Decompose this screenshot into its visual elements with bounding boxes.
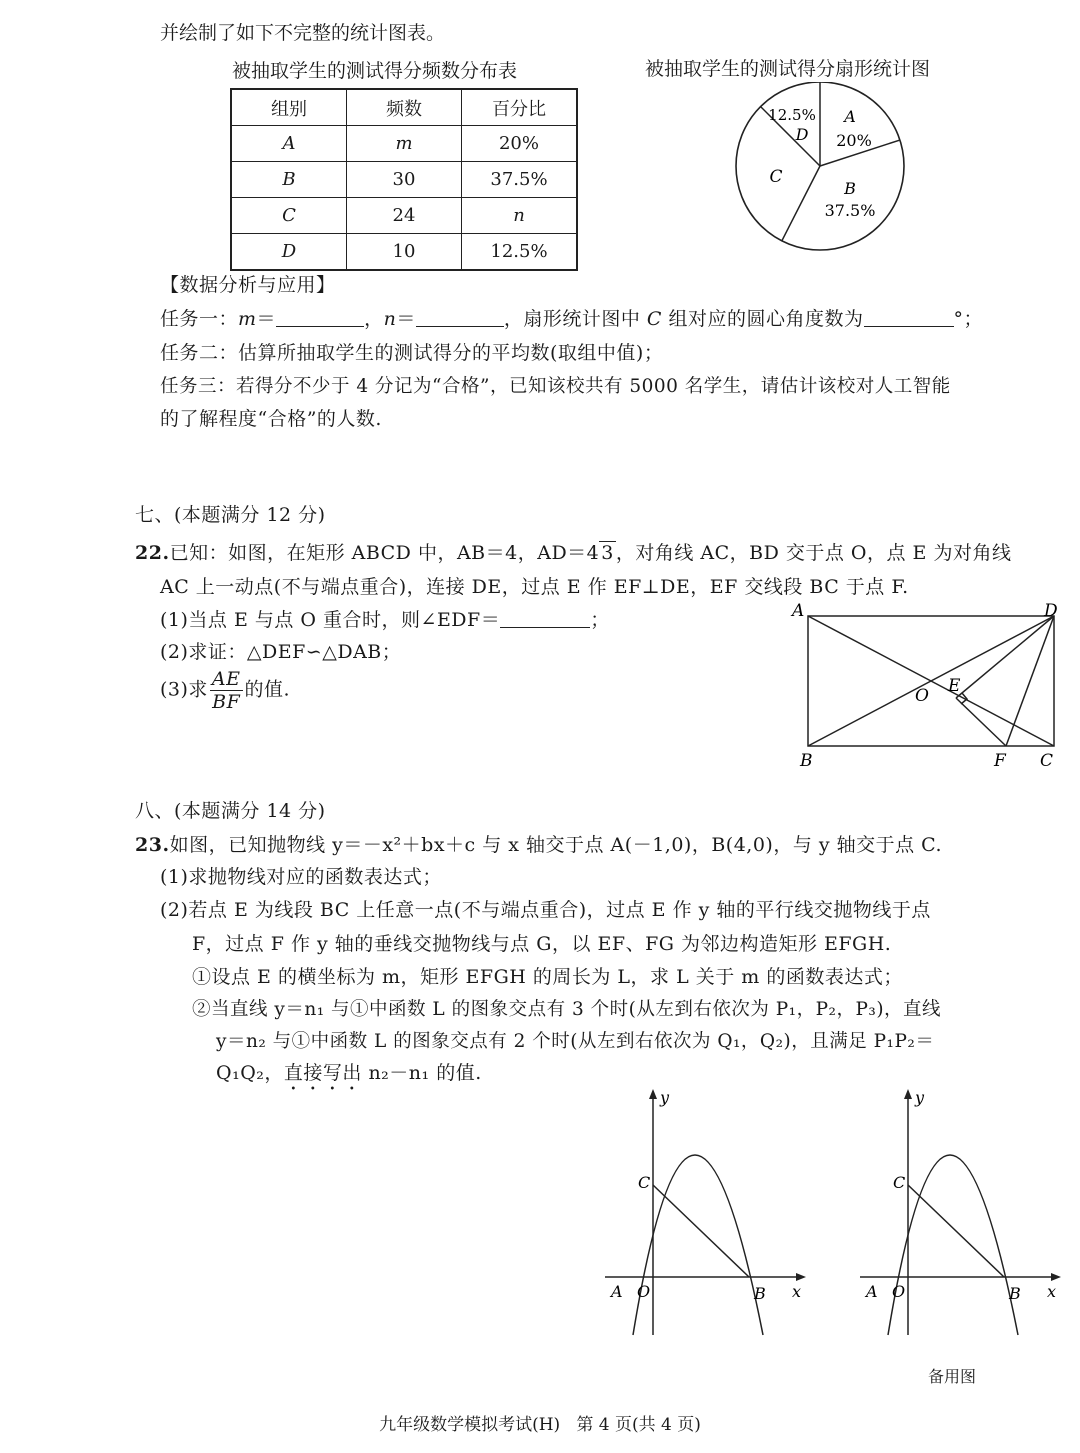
- parabola-graph: [600, 1085, 815, 1340]
- label-o: O: [637, 1282, 651, 1301]
- page-footer: 九年级数学模拟考试(H) 第 4 页(共 4 页): [379, 1415, 701, 1435]
- label-d: D: [1044, 601, 1058, 621]
- task1-line: 任务一：m＝ ，n＝ ，扇形统计图中 C 组对应的圆心角度数为 °；: [160, 308, 984, 330]
- q23-part1: (1)求抛物线对应的函数表达式；: [160, 866, 442, 888]
- table-cell: D: [231, 234, 347, 271]
- table-cell: m: [347, 126, 462, 162]
- pie-label-d-pct: 12.5%: [768, 106, 816, 124]
- segment-bc: [908, 1185, 1004, 1277]
- table-row: [231, 126, 577, 162]
- table-header: 组别: [231, 89, 347, 126]
- label-f: F: [994, 751, 1006, 771]
- q23-line1: 23.如图，已知抛物线 y＝－x²＋bx＋c 与 x 轴交于点 A(－1,0)，B(4,0)，与 y 轴交于点 C.: [135, 834, 943, 856]
- table-row: [231, 234, 577, 271]
- label-c: C: [893, 1173, 906, 1192]
- blank-angle[interactable]: [864, 308, 954, 327]
- segment-bc: [653, 1185, 749, 1277]
- table-cell: 20%: [462, 126, 578, 162]
- table-cell: 10: [347, 234, 462, 271]
- blank-edf[interactable]: [500, 609, 590, 628]
- pie-label-a: A: [844, 107, 856, 126]
- table-cell: A: [231, 126, 347, 162]
- label-a: A: [792, 601, 805, 621]
- pie-label-a-pct: 20%: [836, 131, 872, 150]
- pie-chart: [730, 82, 910, 262]
- q23-part2-line2: F，过点 F 作 y 轴的垂线交抛物线与点 G，以 EF、FG 为邻边构造矩形 EFGH.: [192, 933, 892, 955]
- label-c: C: [1040, 751, 1054, 771]
- q23-part2-ii-line1: ②当直线 y＝n₁ 与①中函数 L 的图象交点有 3 个时(从左到右依次为 P₁，P₂，P₃)，直线: [192, 999, 942, 1020]
- section8-heading: 八、(本题满分 14 分): [135, 800, 326, 822]
- analysis-heading: 【数据分析与应用】: [160, 274, 336, 296]
- table-row: [231, 198, 577, 234]
- q22-part1: (1)当点 E 与点 O 重合时，则∠EDF＝ ；: [160, 609, 610, 631]
- table-cell: B: [231, 162, 347, 198]
- q22-part2: (2)求证：△DEF∽△DAB；: [160, 641, 402, 663]
- rectangle-figure: [790, 598, 1070, 773]
- x-axis-arrow: [1051, 1273, 1061, 1281]
- segment-ef: [956, 698, 1006, 746]
- label-b: B: [1009, 1284, 1021, 1303]
- spare-graph-caption: 备用图: [928, 1367, 977, 1386]
- table-cell: n: [462, 198, 578, 234]
- q22-line1: 22.已知：如图，在矩形 ABCD 中，AB＝4，AD＝4 3 ，对角线 AC，BD 交于点 O，点 E 为对角线: [135, 542, 1012, 564]
- label-o: O: [915, 686, 929, 706]
- pie-slice-boundary-c: [782, 166, 820, 241]
- table-cell: 30: [347, 162, 462, 198]
- q22-part3: (3)求 $\frac{AE}{BF}$ 的值.: [160, 668, 291, 713]
- q22-line2: AC 上一动点(不与端点重合)，连接 DE，过点 E 作 EF⊥DE，EF 交线段 BC 于点 F.: [160, 576, 909, 598]
- label-b: B: [754, 1284, 766, 1303]
- label-e: E: [948, 676, 961, 696]
- y-axis-arrow: [904, 1089, 912, 1099]
- table-header: 百分比: [462, 89, 578, 126]
- label-x: x: [792, 1282, 802, 1301]
- section7-heading: 七、(本题满分 12 分): [135, 504, 326, 526]
- task2-line: 任务二：估算所抽取学生的测试得分的平均数(取组中值)；: [160, 342, 664, 364]
- label-c: C: [638, 1173, 651, 1192]
- x-axis-arrow: [796, 1273, 806, 1281]
- pie-title: 被抽取学生的测试得分扇形统计图: [645, 58, 931, 80]
- table-cell: C: [231, 198, 347, 234]
- spare-parabola-graph: [855, 1085, 1070, 1340]
- label-b: B: [800, 751, 813, 771]
- task3-line2: 的了解程度“合格”的人数.: [160, 408, 382, 430]
- label-a: A: [866, 1282, 878, 1301]
- pie-label-b-pct: 37.5%: [824, 201, 876, 220]
- table-cell: 24: [347, 198, 462, 234]
- table-header-row: [231, 89, 577, 126]
- pie-label-b: B: [844, 179, 856, 198]
- table-cell: 12.5%: [462, 234, 578, 271]
- pie-label-d: D: [795, 125, 809, 144]
- task3-line1: 任务三：若得分不少于 4 分记为“合格”，已知该校共有 5000 名学生，请估计该校对人工智能: [160, 376, 951, 397]
- blank-m[interactable]: [276, 308, 364, 327]
- label-x: x: [1047, 1282, 1057, 1301]
- pie-label-c: C: [769, 167, 783, 187]
- y-axis-arrow: [649, 1089, 657, 1099]
- frequency-table: [230, 88, 578, 271]
- table-header: 频数: [347, 89, 462, 126]
- q23-part2-i: ①设点 E 的横坐标为 m，矩形 EFGH 的周长为 L，求 L 关于 m 的函数表达式；: [192, 966, 903, 988]
- label-y: y: [660, 1088, 670, 1107]
- label-a: A: [611, 1282, 623, 1301]
- blank-n[interactable]: [416, 308, 504, 327]
- table-row: [231, 162, 577, 198]
- table-title: 被抽取学生的测试得分频数分布表: [232, 60, 518, 82]
- q23-part2-line1: (2)若点 E 为线段 BC 上任意一点(不与端点重合)，过点 E 作 y 轴的平行线交抛物线于点: [160, 899, 931, 921]
- intro-line: 并绘制了如下不完整的统计图表。: [160, 22, 446, 44]
- table-cell: 37.5%: [462, 162, 578, 198]
- label-y: y: [915, 1088, 925, 1107]
- q23-part2-ii-line2: y＝n₂ 与①中函数 L 的图象交点有 2 个时(从左到右依次为 Q₁，Q₂)，且满足 P₁P₂＝: [216, 1031, 935, 1052]
- q23-part2-ii-line3: Q₁Q₂，直接写出 n₂－n₁ 的值.: [216, 1062, 482, 1084]
- label-o: O: [892, 1282, 906, 1301]
